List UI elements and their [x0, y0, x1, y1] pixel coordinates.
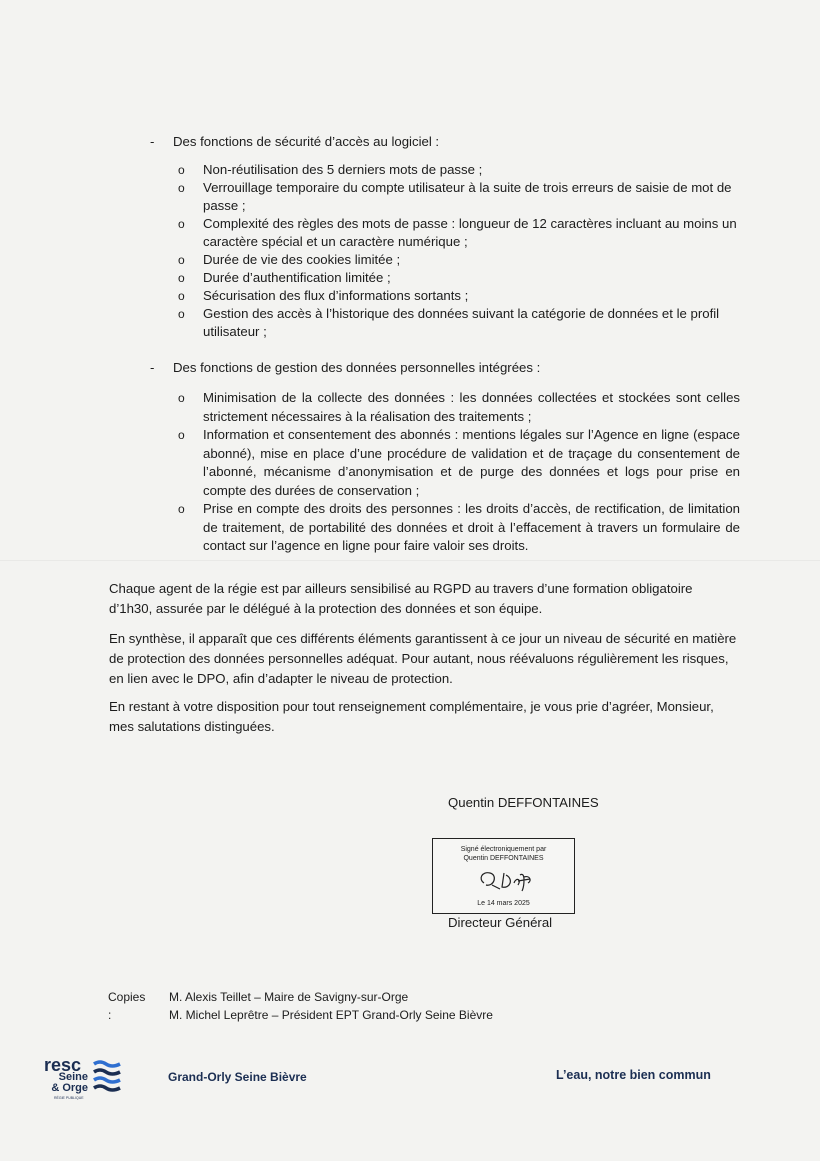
list-item: o Durée d’authentification limitée ;: [178, 270, 391, 285]
stamp-date: Le 14 mars 2025: [477, 900, 530, 907]
signatory-title: Directeur Général: [448, 915, 553, 930]
list-item: o Non-réutilisation des 5 derniers mots de passe ;: [178, 162, 483, 177]
personal-data-list: [178, 389, 740, 556]
stamp-line: Signé électroniquement par: [460, 846, 547, 853]
copy-recipient: M. Michel Leprêtre – Président EPT Grand-Orly Seine Bièvre: [169, 1008, 493, 1022]
list-item: o Information et consentement des abonnés : mentions légales sur l’Agence en ligne (espace abonné), mise en place d’une procédure de validation et de traçage du consentement de l’abonné, mécanisme d’anonymisation et de purge des données et logs pour prise en compte des durées de conservation ;: [178, 427, 740, 498]
logo-line: & Orge: [51, 1082, 88, 1094]
paragraph-synthesis: En synthèse, il apparaît que ces différents éléments garantissent à ce jour un niveau de sécurité en matière de protection des données personnelles adéquat. Pour autant, nous réévaluons régulièrement les risques, en lien avec le DPO, afin d’adapter le niveau de protection.: [109, 631, 737, 686]
dash-marker: -: [150, 134, 155, 149]
dash-marker: -: [150, 360, 155, 375]
bleed-through-logo: [330, 60, 341, 103]
footer-territory: Grand-Orly Seine Bièvre: [168, 1070, 307, 1084]
logo-line: Seine: [58, 1071, 88, 1083]
personal-data-heading: Des fonctions de gestion des données personnelles intégrées :: [173, 360, 541, 375]
list-item: o Prise en compte des droits des personnes : les droits d’accès, de rectification, de limitation de traitement, de portabilité des données et droit à l’effacement à travers un formulaire de contact sur l’agence en ligne pour faire valoir ses droits.: [178, 501, 740, 553]
list-item: o Verrouillage temporaire du compte utilisateur à la suite de trois erreurs de saisie de mot de passe ;: [178, 180, 732, 213]
copies-label: Copies :: [108, 990, 146, 1022]
list-item: o Gestion des accès à l’historique des données suivant la catégorie de données et le profil utilisateur ;: [178, 306, 720, 339]
signatory-name: Quentin DEFFONTAINES: [448, 795, 599, 810]
security-list: [178, 161, 740, 341]
security-heading: Des fonctions de sécurité d’accès au logiciel :: [173, 134, 440, 149]
personal-data-section: [150, 359, 740, 556]
list-item: o Complexité des règles des mots de passe : longueur de 12 caractères incluant au moins un caractère spécial et un caractère numérique ;: [178, 216, 737, 249]
logo-word: resc: [44, 1055, 82, 1075]
paragraph-rgpd-training: Chaque agent de la régie est par ailleurs sensibilisé au RGPD au travers d’une formation obligatoire d’1h30, assurée par le délégué à la protection des données et son équipe.: [109, 581, 693, 616]
handwritten-signature: [474, 867, 534, 895]
paper-fold: [0, 560, 820, 561]
footer-slogan: L’eau, notre bien commun: [556, 1068, 711, 1082]
electronic-signature-stamp: [432, 838, 575, 914]
list-item: o Sécurisation des flux d’informations sortants ;: [178, 288, 469, 303]
resco-logo: [44, 1056, 124, 1104]
list-item: o Durée de vie des cookies limitée ;: [178, 252, 401, 267]
stamp-line: Quentin DEFFONTAINES: [463, 855, 544, 862]
wave-icon: [92, 1058, 122, 1094]
list-item: o Minimisation de la collecte des données : les données collectées et stockées sont celles strictement nécessaires à la réalisation des traitements ;: [178, 390, 740, 424]
copy-recipient: M. Alexis Teillet – Maire de Savigny-sur-Orge: [169, 990, 409, 1004]
security-section: [150, 133, 740, 341]
logo-tag: RÉGIE PUBLIQUE: [54, 1096, 84, 1100]
paragraph-closing: En restant à votre disposition pour tout renseignement complémentaire, je vous prie d’agréer, Monsieur, mes salutations distinguées.: [109, 699, 714, 734]
